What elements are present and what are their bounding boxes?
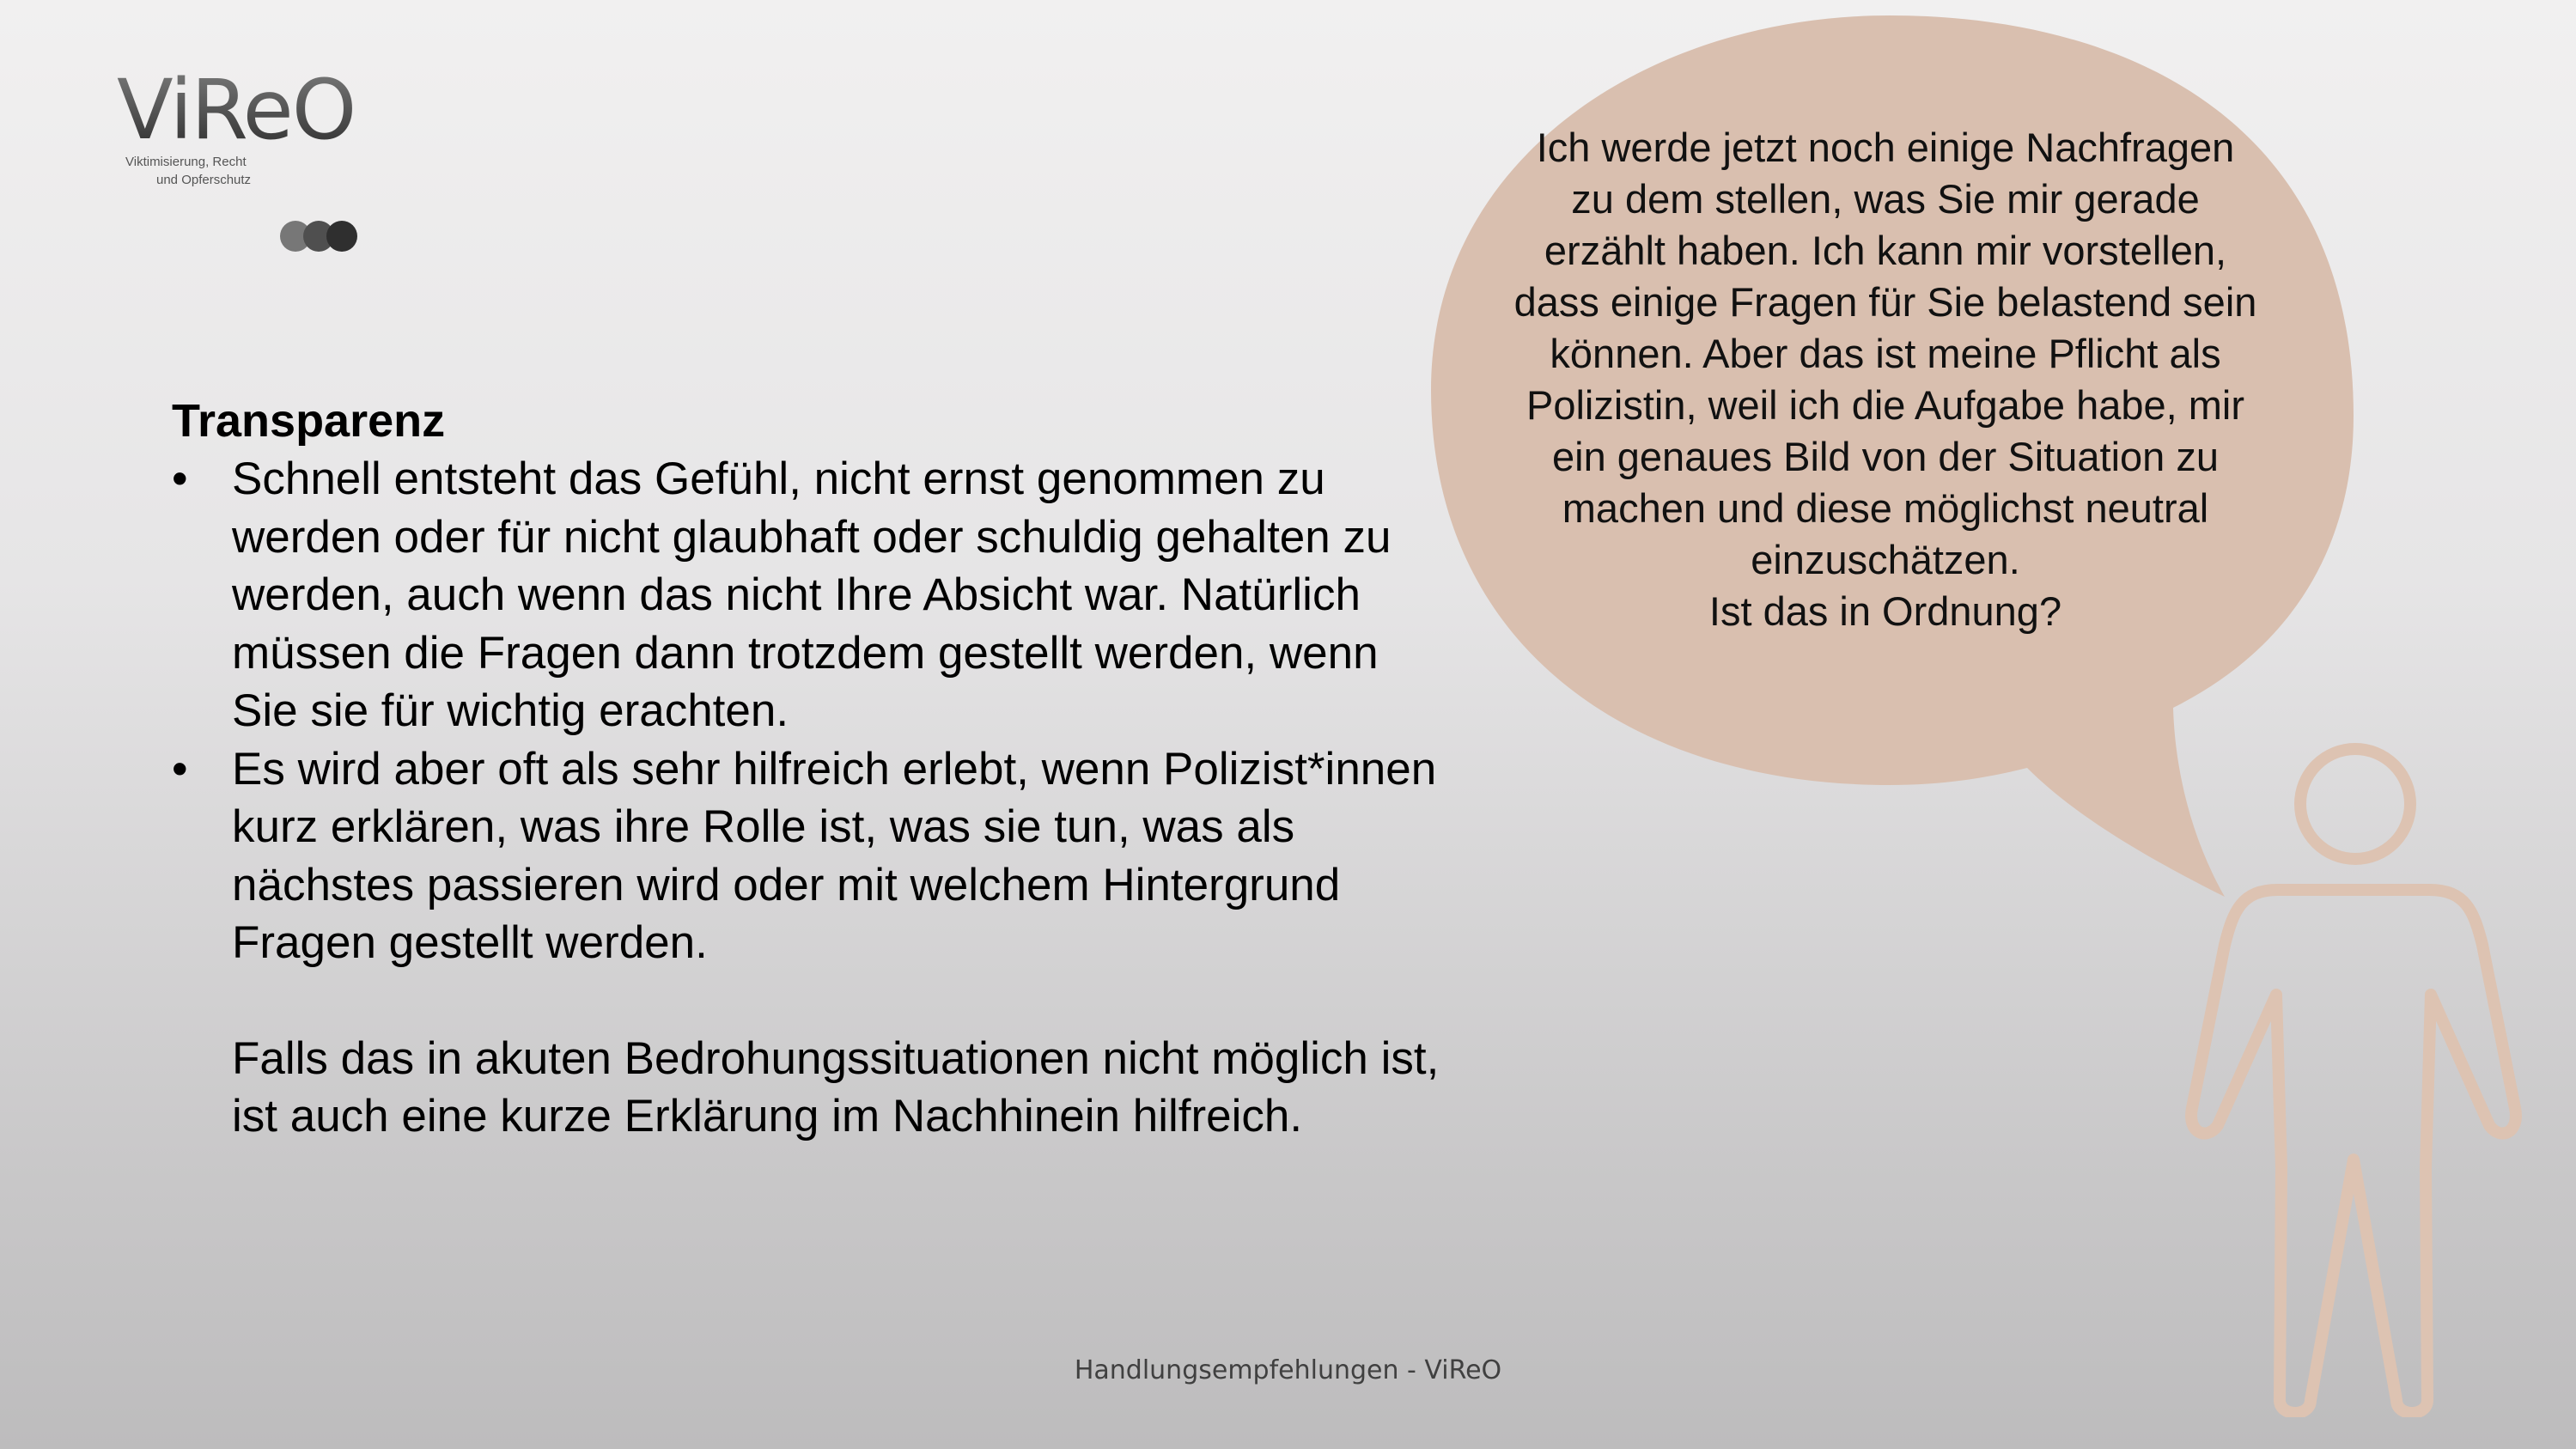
logo-wordmark: ViReO bbox=[117, 62, 356, 158]
bullet-item bbox=[172, 450, 1443, 740]
main-content bbox=[172, 392, 1443, 1146]
bullet-list bbox=[172, 450, 1443, 972]
section-heading: Transparenz bbox=[172, 395, 446, 447]
person-outline-icon bbox=[2182, 739, 2525, 1417]
logo-dots-icon bbox=[278, 218, 364, 254]
speech-bubble-text bbox=[1512, 122, 2259, 637]
closing-paragraph: Falls das in akuten Bedrohungssituationen nicht möglich ist, ist auch eine kurze Erklärung im Nachhinein hilfreich. bbox=[232, 1032, 1440, 1142]
bullet-item bbox=[172, 740, 1443, 972]
bullet-marker: • bbox=[172, 454, 188, 504]
bullet-text: Schnell entsteht das Gefühl, nicht ernst genommen zu werden oder für nicht glaubhaft oder schuldig gehalten zu werden, auch wenn das nicht Ihre Absicht war. Natürlich müssen die Fragen dann trotzdem gestellt werden, wenn Sie sie für wichtig erachten. bbox=[232, 454, 1392, 736]
footer-text: Handlungsempfehlungen - ViReO bbox=[1074, 1355, 1502, 1385]
logo-subtitle bbox=[125, 153, 383, 189]
logo-subtitle-line2: und Opferschutz bbox=[156, 173, 252, 187]
speech-bubble-question: Ist das in Ordnung? bbox=[1708, 588, 2062, 634]
logo-subtitle-line1: Viktimisierung, Recht bbox=[125, 155, 247, 169]
vireo-logo bbox=[117, 62, 375, 196]
bullet-text: Es wird aber oft als sehr hilfreich erlebt, wenn Polizist*innen kurz erklären, was ihre Rolle ist, was sie tun, was als nächstes passieren wird oder mit welchem Hintergrund Fragen gestellt werden. bbox=[232, 743, 1437, 968]
bullet-marker: • bbox=[172, 743, 188, 795]
speech-bubble-statement: Ich werde jetzt noch einige Nachfragen zu dem stellen, was Sie mir gerade erzählt haben. Ich kann mir vorstellen, dass einige Fragen für Sie belastend sein können. Aber das ist meine Pflicht als Polizistin, weil ich die Aufgabe habe, mir ein genaues Bild von der Situation zu machen und diese möglichst neutral einzuschätzen. bbox=[1513, 125, 2257, 582]
